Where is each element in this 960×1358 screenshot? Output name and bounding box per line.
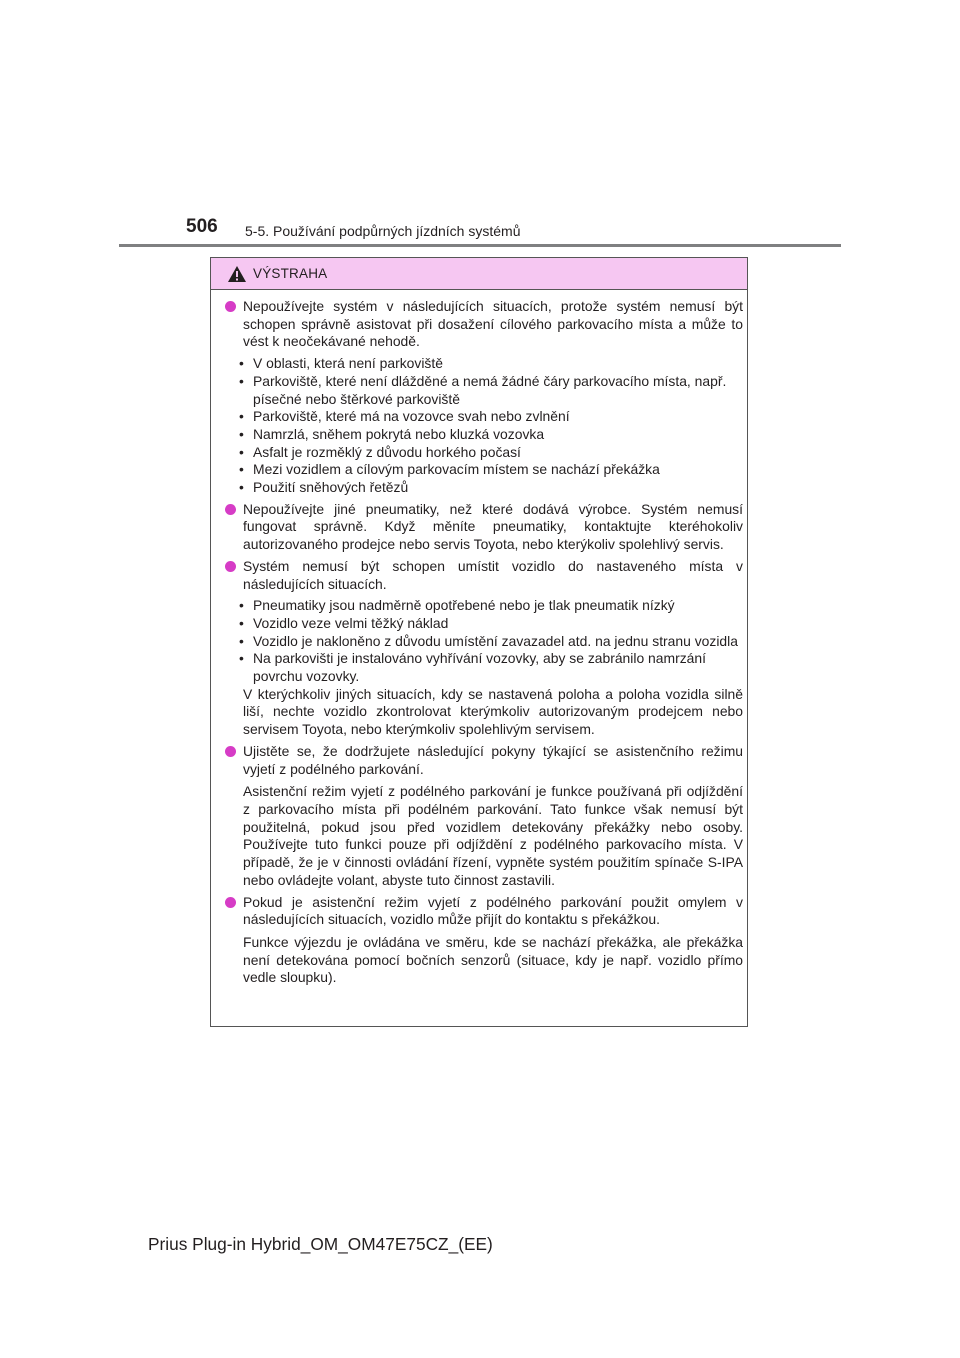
- list-item: • Namrzlá, sněhem pokrytá nebo kluzká vozovka: [225, 426, 743, 444]
- bullet-dot: [225, 561, 236, 572]
- list-item: • Použití sněhových řetězů: [225, 479, 743, 497]
- warning-item-2: [225, 501, 743, 554]
- bullet-dot: [225, 897, 236, 908]
- list-item: • Parkoviště, které má na vozovce svah nebo zvlnění: [225, 408, 743, 426]
- warning-triangle-icon: [227, 265, 247, 283]
- item-text: Nepoužívejte systém v následujících situacích, protože systém nemusí být schopen správně asistovat při dosažení cílového parkovacího místa a může to vést k neočekávané nehodě.: [243, 298, 743, 350]
- list-item: • Vozidlo veze velmi těžký náklad: [225, 615, 743, 633]
- warning-body: [225, 298, 743, 987]
- item-text: Nepoužívejte jiné pneumatiky, než které dodává výrobce. Systém nemusí fungovat správně. Když měníte pneumatiky, kontaktujte kteréhokoliv autorizovaného prodejce nebo servis Toyota, nebo kterýkoliv spolehlivý servis.: [243, 500, 743, 553]
- page-number: 506: [186, 216, 218, 237]
- warning-item-5: [225, 894, 743, 988]
- list-item: • Parkoviště, které není dlážděné a nemá žádné čáry parkovacího místa, např. písečné nebo štěrkové parkoviště: [225, 373, 743, 408]
- item-paragraph: Asistenční režim vyjetí z podélného parkování je funkce používaná při odjíždění z parkovacího místa při podélném parkování. Tato funkce však nemusí být použitelná, pokud jsou před vozidlem detekovány překážky nebo osoby. Používejte tuto funkci pouze při odjíždění z podélného parkovacího místa. V případě, že je v činnosti ovládání řízení, vypněte systém použitím spínače S-IPA nebo ovládejte volant, abyste tuto činnost zastavili.: [243, 783, 743, 888]
- item-text: Ujistěte se, že dodržujete následující pokyny týkající se asistenčního režimu vyjetí z podélného parkování.: [243, 742, 743, 777]
- bullet-dot: [225, 301, 236, 312]
- list-item: • V oblasti, která není parkoviště: [225, 355, 743, 373]
- list-item: • Na parkovišti je instalováno vyhřívání vozovky, aby se zabránilo namrzání povrchu vozovky.: [225, 650, 743, 685]
- footer-text: Prius Plug-in Hybrid_OM_OM47E75CZ_(EE): [148, 1234, 493, 1254]
- list-item: • Vozidlo je nakloněno z důvodu umístění zavazadel atd. na jednu stranu vozidla: [225, 633, 743, 651]
- warning-item-1: [225, 298, 743, 497]
- section-title: 5-5. Používání podpůrných jízdních systémů: [245, 223, 521, 239]
- list-item: • Asfalt je rozměklý z důvodu horkého počasí: [225, 444, 743, 462]
- warning-box: [210, 257, 748, 1027]
- bullet-dot: [225, 746, 236, 757]
- sub-list: [225, 597, 743, 686]
- warning-header: [211, 258, 747, 290]
- item-after-text: V kterýchkoliv jiných situacích, kdy se nastavená poloha a poloha vozidla silně liší, nechte vozidlo zkontrolovat kterýmkoliv autorizovaným prodejcem nebo servisem Toyota, nebo kterýmkoliv spolehlivým servisem.: [243, 685, 743, 738]
- item-paragraph: Funkce výjezdu je ovládána ve směru, kde se nachází překážka, ale překážka není detekována pomocí bočních senzorů (situace, kdy je např. vozidlo přímo vedle sloupku).: [243, 933, 743, 986]
- warning-item-3: [225, 558, 743, 739]
- header-rule: [119, 244, 841, 247]
- sub-list: [225, 355, 743, 497]
- list-item: • Pneumatiky jsou nadměrně opotřebené nebo je tlak pneumatik nízký: [225, 597, 743, 615]
- warning-title: VÝSTRAHA: [253, 266, 328, 281]
- warning-item-4: [225, 743, 743, 890]
- list-item: • Mezi vozidlem a cílovým parkovacím místem se nachází překážka: [225, 461, 743, 479]
- bullet-dot: [225, 504, 236, 515]
- item-text: Systém nemusí být schopen umístit vozidlo do nastaveného místa v následujících situacích.: [243, 557, 743, 592]
- item-text: Pokud je asistenční režim vyjetí z podélného parkování použit omylem v následujících situacích, vozidlo může přijít do kontaktu s překážkou.: [243, 893, 743, 928]
